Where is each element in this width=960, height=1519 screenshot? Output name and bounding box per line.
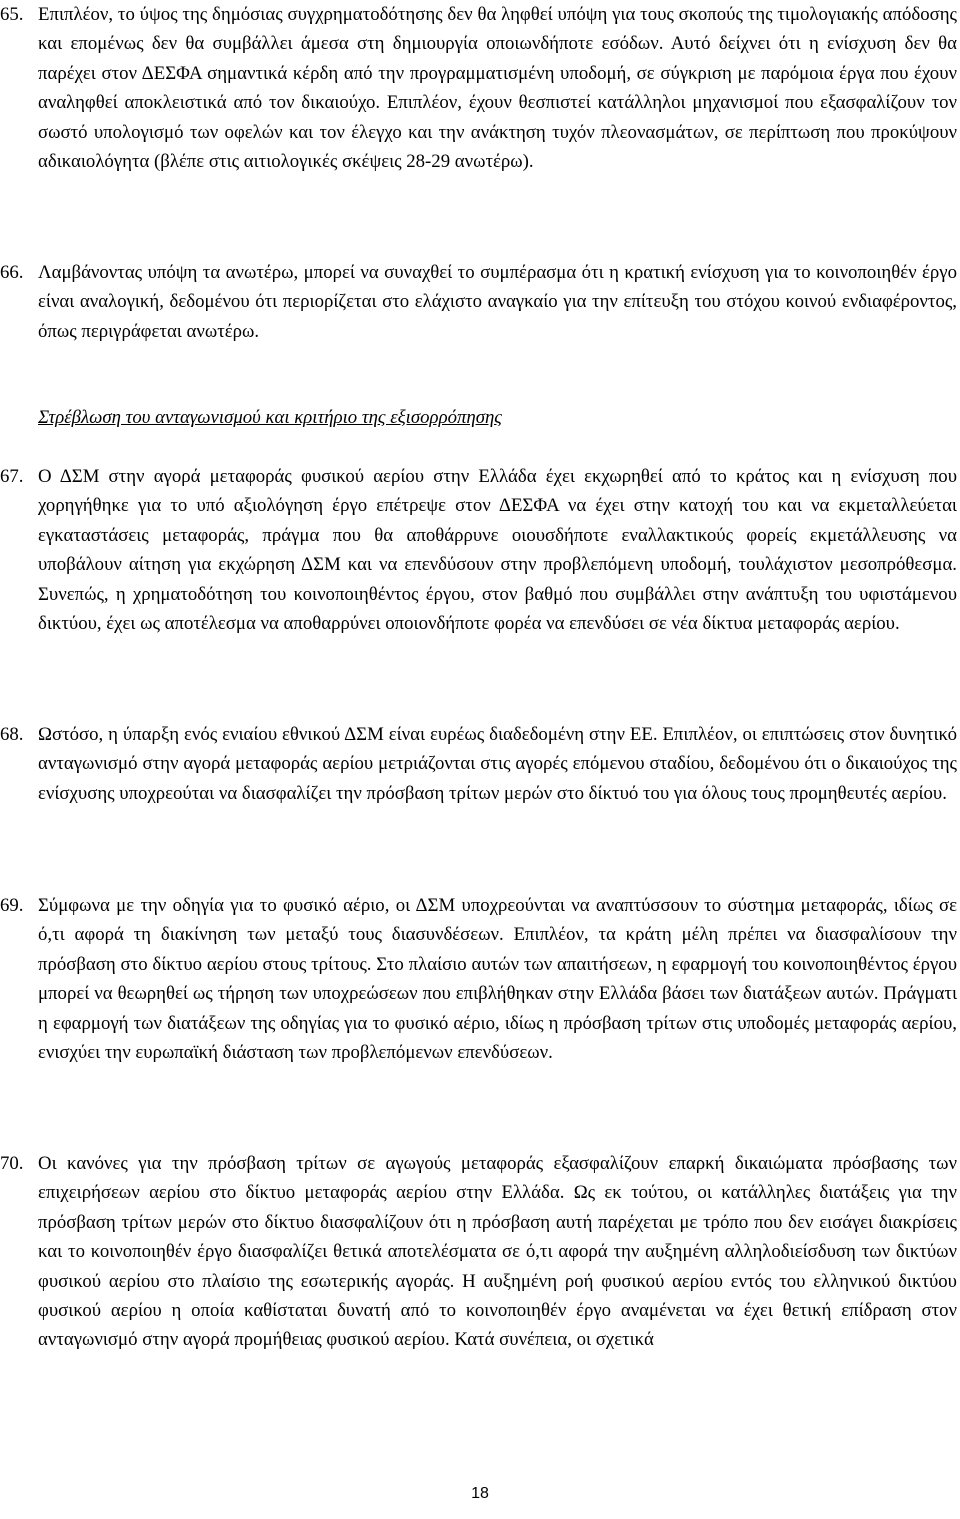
paragraph-text: Ωστόσο, η ύπαρξη ενός ενιαίου εθνικού ΔΣΜ είναι ευρέως διαδεδομένη στην ΕΕ. Επιπλέον, οι επιπτώσεις στον δυνητικό ανταγωνισμό στην αγορά μεταφοράς αερίου μετριάζονται στις αγορές επόμενου σταδίου, δεδομένου ότι ο δικαιούχος της ενίσχυσης υποχρεούται να διασφαλίζει την πρόσβαση τρίτων μερών στο δίκτυό του για όλους τους προμηθευτές αερίου. — [38, 724, 957, 804]
paragraph-number: 70. — [0, 1153, 24, 1174]
paragraph-67 — [0, 462, 958, 638]
paragraph-number: 68. — [0, 724, 24, 745]
paragraph-number: 66. — [0, 262, 24, 283]
paragraph-text: Ο ΔΣΜ στην αγορά μεταφοράς φυσικού αερίου στην Ελλάδα έχει εκχωρηθεί από το κράτος και η ενίσχυση που χορηγήθηκε για το υπό αξιολόγηση έργο επέτρεψε στον ΔΕΣΦΑ να έχει στην κατοχή του και να εκμεταλλεύεται εγκαταστάσεις μεταφοράς, πράγμα που θα αποθάρρυνε οιουσδήποτε εναλλακτικούς φορείς εκμετάλλευσης να υποβάλουν αίτηση για εκχώρηση ΔΣΜ και να επενδύσουν στην προβλεπόμενη υποδομή, τουλάχιστον μεσοπρόθεσμα. Συνεπώς, η χρηματοδότηση του κοινοποιηθέντος έργου, στον βαθμό που συμβάλλει στην ανάπτυξη του υφιστάμενου δικτύου, έχει ως αποτέλεσμα να αποθαρρύνει οποιονδήποτε φορέα να επενδύσει σε νέα δίκτυα μεταφοράς αερίου. — [38, 466, 957, 635]
paragraph-68 — [0, 720, 958, 808]
page-number: 18 — [471, 1485, 489, 1502]
paragraph-text: Λαμβάνοντας υπόψη τα ανωτέρω, μπορεί να συναχθεί το συμπέρασμα ότι η κρατική ενίσχυση για το κοινοποιηθέν έργο είναι αναλογική, δεδομένου ότι περιορίζεται στο ελάχιστο αναγκαίο για την επίτευξη του στόχου κοινού ενδιαφέροντος, όπως περιγράφεται ανωτέρω. — [38, 262, 957, 342]
paragraph-70 — [0, 1149, 958, 1355]
paragraph-65 — [0, 0, 958, 176]
paragraph-number: 67. — [0, 466, 24, 487]
section-heading: Στρέβλωση του ανταγωνισμού και κριτήριο της εξισορρόπησης — [38, 407, 502, 428]
paragraph-66 — [0, 258, 958, 346]
paragraph-text: Σύμφωνα με την οδηγία για το φυσικό αέριο, οι ΔΣΜ υποχρεούνται να αναπτύσσουν το σύστημα μεταφοράς, ιδίως σε ό,τι αφορά τη διακίνηση των μεταξύ τους διασυνδέσεων. Επιπλέον, τα κράτη μέλη πρέπει να διασφαλίσουν την πρόσβαση στο δίκτυο αερίου στους τρίτους. Στο πλαίσιο αυτών των απαιτήσεων, η εφαρμογή του κοινοποιηθέντος έργου μπορεί να θεωρηθεί ως τήρηση των υποχρεώσεων που επιβλήθηκαν στην Ελλάδα βάσει των διατάξεων αυτών. Πράγματι η εφαρμογή των διατάξεων της οδηγίας για το φυσικό αέριο, ιδίως η πρόσβαση τρίτων στις υποδομές μεταφοράς αερίου, ενισχύει την ευρωπαϊκή διάσταση των προβλεπόμενων επενδύσεων. — [38, 895, 957, 1064]
paragraph-text: Οι κανόνες για την πρόσβαση τρίτων σε αγωγούς μεταφοράς εξασφαλίζουν επαρκή δικαιώματα πρόσβασης των επιχειρήσεων αερίου στο δίκτυο μεταφοράς αερίου στην Ελλάδα. Ως εκ τούτου, οι κατάλληλες διατάξεις για την πρόσβαση τρίτων μερών στο δίκτυο διασφαλίζουν ότι η πρόσβαση αυτή παρέχεται με τρόπο που δεν εισάγει διακρίσεις και το κοινοποιηθέν έργο διασφαλίζει θετικά αποτελέσματα σε ό,τι αφορά την αυξημένη αλληλοδιείσδυση των δικτύων φυσικού αερίου στο πλαίσιο της εσωτερικής αγοράς. Η αυξημένη ροή φυσικού αερίου εντός του ελληνικού δικτύου φυσικού αερίου η οποία καθίσταται δυνατή από το κοινοποιηθέν έργο αναμένεται να έχει θετική επίδραση στον ανταγωνισμό στην αγορά προμήθειας φυσικού αερίου. Κατά συνέπεια, οι σχετικά — [38, 1153, 957, 1351]
paragraph-number: 65. — [0, 4, 24, 25]
paragraph-number: 69. — [0, 895, 24, 916]
paragraph-text: Επιπλέον, το ύψος της δημόσιας συγχρηματοδότησης δεν θα ληφθεί υπόψη για τους σκοπούς της τιμολογιακής απόδοσης και επομένως δεν θα συμβάλλει άμεσα στη δημιουργία οποιωνδήποτε εσόδων. Αυτό δείχνει ότι η ενίσχυση δεν θα παρέχει στον ΔΕΣΦΑ σημαντικά κέρδη από την προγραμματισμένη υποδομή, σε σύγκριση με παρόμοια έργα που έχουν αναληφθεί αποκλειστικά από τον δικαιούχο. Επιπλέον, έχουν θεσπιστεί κατάλληλοι μηχανισμοί που εξασφαλίζουν τον σωστό υπολογισμό των οφελών και τον έλεγχο και την ανάκτηση τυχόν πλεονασμάτων, σε περίπτωση που προκύψουν αδικαιολόγητα (βλέπε στις αιτιολογικές σκέψεις 28-29 ανωτέρω). — [38, 4, 957, 173]
paragraph-69 — [0, 891, 958, 1067]
